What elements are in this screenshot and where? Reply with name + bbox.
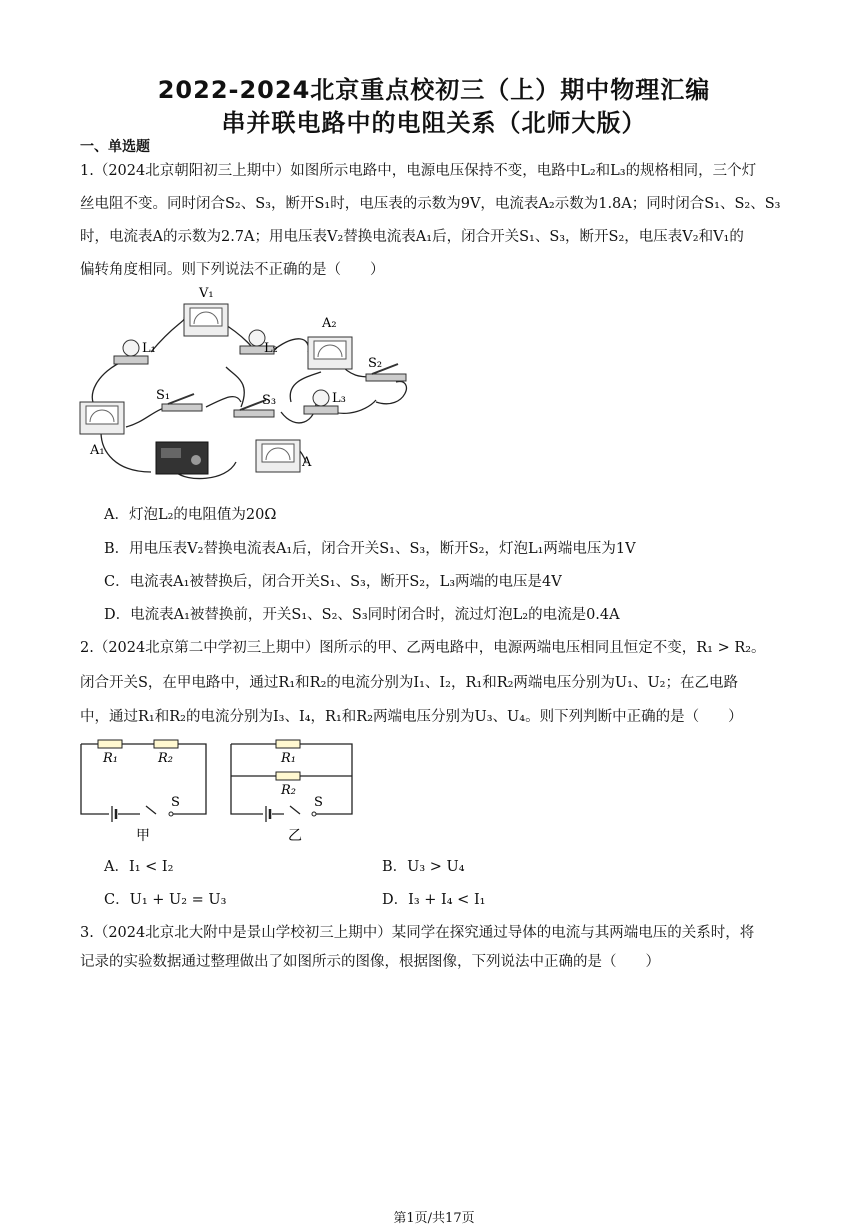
label-l1: L₁ xyxy=(142,341,156,356)
q1-option-d[interactable]: D．电流表A₁被替换前，开关S₁、S₂、S₃同时闭合时，流过灯泡L₂的电流是0.4A xyxy=(104,607,620,623)
label-s3: S₃ xyxy=(262,393,277,408)
label-a1: A₁ xyxy=(90,443,105,458)
label-r1: R₁ xyxy=(281,751,296,766)
q1-option-c[interactable]: C．电流表A₁被替换后，闭合开关S₁、S₃，断开S₂，L₃两端的电压是4V xyxy=(104,574,562,590)
label-v1: V₁ xyxy=(199,286,214,301)
label-s1: S₁ xyxy=(156,388,171,403)
resistor-r1-icon xyxy=(276,740,300,748)
label-r1: R₁ xyxy=(103,751,118,766)
q2-option-a[interactable]: A．I₁ < I₂ xyxy=(104,859,174,875)
page-title: 2022-2024北京重点校初三（上）期中物理汇编 xyxy=(157,76,711,104)
label-l3: L₃ xyxy=(332,391,346,406)
label-a2: A₂ xyxy=(322,316,337,331)
switch-icon xyxy=(169,812,173,816)
meter-a2-icon xyxy=(308,337,352,369)
q1-text-line: 1.（2024北京朝阳初三上期中）如图所示电路中，电源电压保持不变，电路中L₂和L₃的规格相同，三个灯 xyxy=(80,163,757,179)
page-footer: 第1页/共17页 xyxy=(393,1211,475,1226)
label-s: S xyxy=(171,795,180,810)
label-l2: L₂ xyxy=(264,341,278,356)
q1-option-b[interactable]: B．用电压表V₂替换电流表A₁后，闭合开关S₁、S₃，断开S₂，灯泡L₁两端电压为1V xyxy=(104,541,636,557)
q1-option-a[interactable]: A．灯泡L₂的电阻值为20Ω xyxy=(104,507,277,523)
q2-option-c[interactable]: C．U₁ + U₂ = U₃ xyxy=(104,892,227,908)
resistor-r1-icon xyxy=(98,740,122,748)
section-heading: 一、单选题 xyxy=(80,139,150,155)
label-s2: S₂ xyxy=(368,356,383,371)
label-s: S xyxy=(314,795,323,810)
q2-text-line: 闭合开关S，在甲电路中，通过R₁和R₂的电流分别为I₁、I₂，R₁和R₂两端电压分别为U₁、U₂；在乙电路 xyxy=(80,675,738,691)
label-r2: R₂ xyxy=(158,751,173,766)
q1-circuit-figure xyxy=(76,282,416,487)
q2-text-line: 中，通过R₁和R₂的电流分别为I₃、I₄，R₁和R₂两端电压分别为U₃、U₄。则下列判断中正确的是（ ） xyxy=(80,709,743,725)
label-jia: 甲 xyxy=(136,828,150,844)
switch-icon xyxy=(312,812,316,816)
q2-option-b[interactable]: B．U₃ > U₄ xyxy=(382,859,465,875)
q2-circuit-figure xyxy=(76,736,366,846)
q2-text-line: 2.（2024北京第二中学初三上期中）图所示的甲、乙两电路中，电源两端电压相同且恒定不变，R₁ > R₂。 xyxy=(80,640,766,656)
page-subtitle: 串并联电路中的电阻关系（北师大版） xyxy=(221,109,647,137)
resistor-r2-icon xyxy=(154,740,178,748)
q1-text-line: 时，电流表A的示数为2.7A；用电压表V₂替换电流表A₁后，闭合开关S₁、S₃，断开S₂，电压表V₂和V₁的 xyxy=(80,229,744,245)
meter-a1-icon xyxy=(80,402,124,434)
q3-text-line: 记录的实验数据通过整理做出了如图所示的图像，根据图像，下列说法中正确的是（ ） xyxy=(80,954,660,970)
label-r2: R₂ xyxy=(281,783,296,798)
meter-a-icon xyxy=(256,440,300,472)
resistor-r2-icon xyxy=(276,772,300,780)
label-a: A xyxy=(302,455,312,470)
q1-text-line: 偏转角度相同。则下列说法不正确的是（ ） xyxy=(80,262,385,278)
power-supply-icon xyxy=(156,442,208,474)
q1-text-line: 丝电阻不变。同时闭合S₂、S₃，断开S₁时，电压表的示数为9V，电流表A₂示数为1.8A；同时闭合S₁、S₂、S₃ xyxy=(80,196,781,212)
meter-v1-icon xyxy=(184,304,228,336)
q2-option-d[interactable]: D．I₃ + I₄ < I₁ xyxy=(382,892,486,908)
q3-text-line: 3.（2024北京北大附中是景山学校初三上期中）某同学在探究通过导体的电流与其两端电压的关系时，将 xyxy=(80,925,755,941)
label-yi: 乙 xyxy=(288,828,302,844)
